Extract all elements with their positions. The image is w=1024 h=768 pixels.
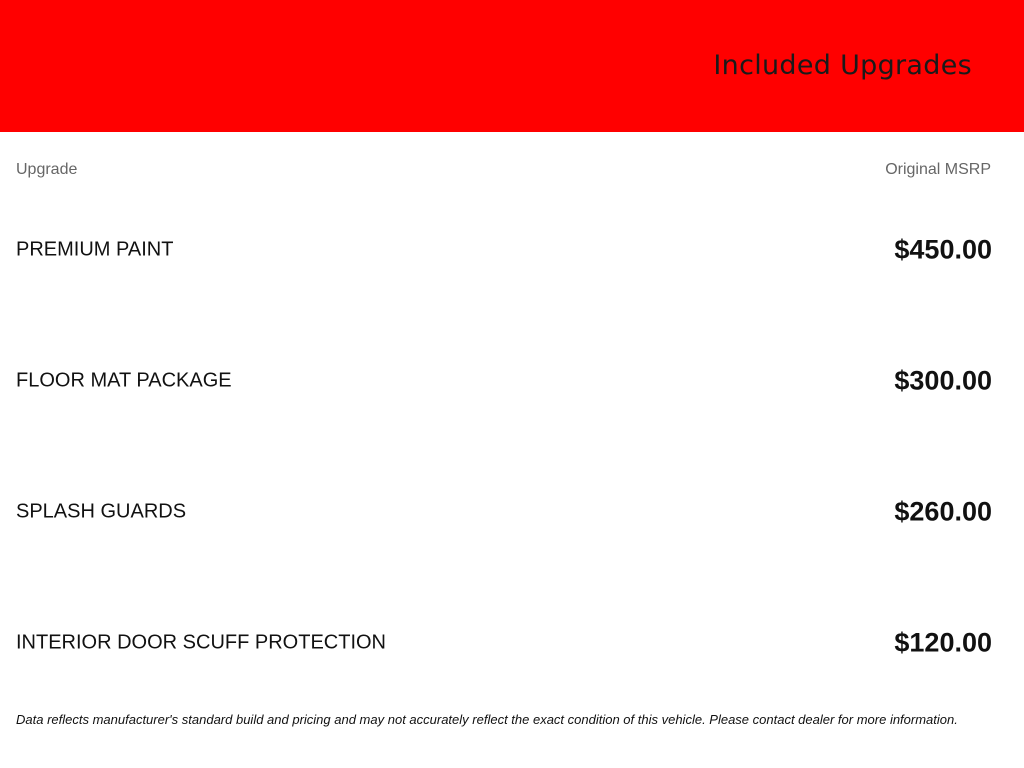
upgrade-name: SPLASH GUARDS [16, 500, 187, 523]
header-banner [0, 0, 1024, 132]
column-header-upgrade: Upgrade [16, 161, 78, 178]
upgrade-price: $300.00 [894, 365, 992, 396]
page-title: Included Upgrades [713, 50, 972, 81]
table-row [16, 361, 992, 401]
table-row [16, 492, 992, 532]
upgrade-name: INTERIOR DOOR SCUFF PROTECTION [16, 631, 386, 654]
upgrade-price: $450.00 [894, 234, 992, 265]
upgrade-name: PREMIUM PAINT [16, 238, 174, 261]
disclaimer-text: Data reflects manufacturer's standard build and pricing and may not accurately reflect the exact condition of this vehicle. Please contact dealer for more information. [16, 712, 958, 727]
column-header-original-msrp: Original MSRP [885, 161, 991, 178]
upgrade-price: $260.00 [894, 496, 992, 527]
table-row [16, 230, 992, 270]
upgrade-name: FLOOR MAT PACKAGE [16, 369, 232, 392]
upgrade-price: $120.00 [894, 627, 992, 658]
table-row [16, 623, 992, 663]
